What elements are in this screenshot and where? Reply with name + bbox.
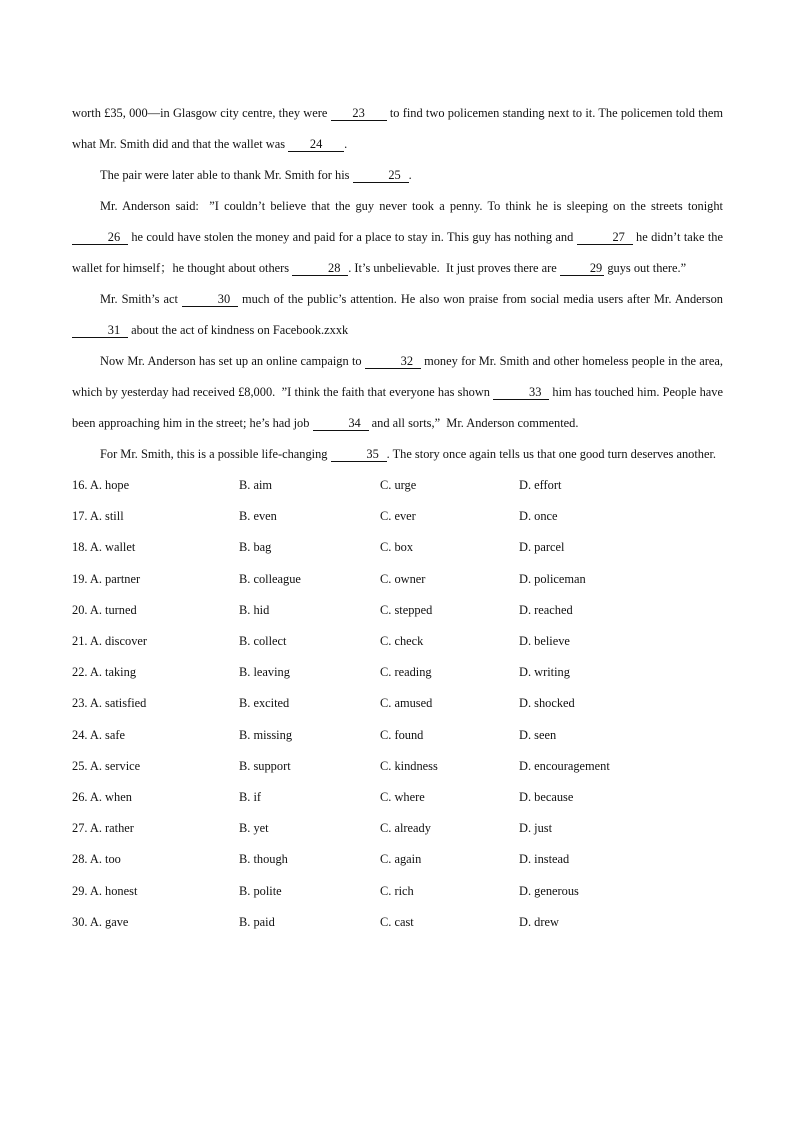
- option-row-20: [72, 595, 723, 626]
- blank-30: 30: [182, 292, 238, 307]
- passage-paragraph-2: [72, 160, 723, 191]
- blank-32: 32: [365, 354, 421, 369]
- blank-31: 31: [72, 323, 128, 338]
- option-c: C. where: [380, 789, 425, 804]
- option-b: B. if: [239, 789, 262, 804]
- option-d: D. instead: [519, 852, 570, 867]
- option-d: D. because: [519, 789, 574, 804]
- passage-paragraph-4: [72, 284, 723, 346]
- option-d: D. effort: [519, 478, 562, 493]
- passage-text: guys out there.”: [604, 261, 687, 275]
- passage-text: to find two policemen standing next to it. The policemen told them what Mr. Smith did and that the wallet was: [72, 106, 723, 151]
- option-b: B. missing: [239, 727, 293, 742]
- option-c: C. reading: [380, 665, 432, 680]
- option-c: C. already: [380, 821, 431, 836]
- option-row-23: [72, 688, 723, 719]
- exam-page: [72, 98, 723, 938]
- option-a: 24. A. safe: [72, 727, 125, 742]
- option-c: C. kindness: [380, 758, 438, 773]
- option-row-24: [72, 720, 723, 751]
- option-d: D. seen: [519, 727, 557, 742]
- passage-text: he could have stolen the money and paid for a place to stay in. This guy has nothing and: [128, 230, 577, 244]
- option-b: B. excited: [239, 696, 290, 711]
- option-b: B. bag: [239, 540, 272, 555]
- blank-24: 24: [288, 137, 344, 152]
- option-a: 17. A. still: [72, 509, 124, 524]
- passage-text: Mr. Anderson said: ”I couldn’t believe that the guy never took a penny. To think he is sleeping on the streets tonight: [100, 199, 723, 213]
- option-row-17: [72, 501, 723, 532]
- option-row-19: [72, 564, 723, 595]
- option-c: C. found: [380, 727, 424, 742]
- passage-paragraph-1: [72, 98, 723, 160]
- option-d: D. once: [519, 509, 558, 524]
- passage-text: . It’s unbelievable. It just proves there are: [348, 261, 560, 275]
- option-a: 25. A. service: [72, 758, 141, 773]
- option-a: 19. A. partner: [72, 571, 141, 586]
- option-row-25: [72, 751, 723, 782]
- option-d: D. generous: [519, 883, 579, 898]
- passage-text: For Mr. Smith, this is a possible life-changing: [100, 447, 331, 461]
- passage-text: .: [408, 168, 412, 182]
- option-b: B. yet: [239, 821, 269, 836]
- passage-text: Mr. Smith’s act: [100, 292, 182, 306]
- option-c: C. ever: [380, 509, 416, 524]
- option-row-27: [72, 813, 723, 844]
- option-d: D. writing: [519, 665, 570, 680]
- option-c: C. check: [380, 634, 424, 649]
- option-a: 29. A. honest: [72, 883, 138, 898]
- option-row-18: [72, 532, 723, 563]
- blank-25: 25: [353, 168, 409, 183]
- option-a: 26. A. when: [72, 789, 132, 804]
- option-row-26: [72, 782, 723, 813]
- option-b: B. collect: [239, 634, 287, 649]
- passage-text: The pair were later able to thank Mr. Smith for his: [100, 168, 353, 182]
- option-d: D. drew: [519, 914, 559, 929]
- option-b: B. leaving: [239, 665, 290, 680]
- passage-text: money for Mr. Smith and other homeless people in the area, which by yesterday had received £8,000. ”I think the faith that everyone has shown: [72, 354, 723, 399]
- answer-options: [72, 470, 723, 938]
- option-b: B. support: [239, 758, 291, 773]
- passage-text: . The story once again tells us that one good turn deserves another.: [386, 447, 717, 461]
- option-c: C. amused: [380, 696, 433, 711]
- option-a: 22. A. taking: [72, 665, 137, 680]
- passage-text: worth £35, 000—in Glasgow city centre, they were: [72, 106, 331, 120]
- passage-text: he didn’t take the wallet for himself；he thought about others: [72, 230, 723, 275]
- option-row-29: [72, 875, 723, 906]
- option-a: 30. A. gave: [72, 914, 129, 929]
- option-a: 16. A. hope: [72, 478, 130, 493]
- option-b: B. aim: [239, 478, 273, 493]
- option-row-16: [72, 470, 723, 501]
- option-b: B. hid: [239, 602, 270, 617]
- option-d: D. believe: [519, 634, 570, 649]
- option-a: 27. A. rather: [72, 821, 134, 836]
- passage-paragraph-5: [72, 346, 723, 439]
- option-a: 18. A. wallet: [72, 540, 136, 555]
- blank-33: 33: [493, 385, 549, 400]
- option-d: D. just: [519, 821, 553, 836]
- option-c: C. urge: [380, 478, 417, 493]
- blank-34: 34: [313, 416, 369, 431]
- option-row-28: [72, 844, 723, 875]
- passage-text: about the act of kindness on Facebook.zxxk: [128, 323, 349, 337]
- option-b: B. even: [239, 509, 277, 524]
- passage-text: and all sorts,” Mr. Anderson commented.: [368, 416, 579, 430]
- option-c: C. stepped: [380, 602, 433, 617]
- option-b: B. though: [239, 852, 288, 867]
- option-d: D. shocked: [519, 696, 575, 711]
- option-a: 20. A. turned: [72, 602, 137, 617]
- option-c: C. owner: [380, 571, 426, 586]
- option-row-21: [72, 626, 723, 657]
- option-d: D. encouragement: [519, 758, 610, 773]
- passage-paragraph-6: [72, 439, 723, 470]
- option-c: C. box: [380, 540, 414, 555]
- option-a: 23. A. satisfied: [72, 696, 147, 711]
- option-a: 21. A. discover: [72, 634, 148, 649]
- blank-29: 29: [560, 261, 604, 276]
- option-row-22: [72, 657, 723, 688]
- option-b: B. paid: [239, 914, 275, 929]
- passage-text: .: [344, 137, 348, 151]
- passage-text: him has touched him. People have been approaching him in the street; he’s had job: [72, 385, 723, 430]
- option-row-30: [72, 907, 723, 938]
- option-c: C. rich: [380, 883, 414, 898]
- blank-35: 35: [331, 447, 387, 462]
- option-b: B. polite: [239, 883, 282, 898]
- option-a: 28. A. too: [72, 852, 121, 867]
- option-b: B. colleague: [239, 571, 301, 586]
- option-d: D. policeman: [519, 571, 586, 586]
- passage-text: Now Mr. Anderson has set up an online campaign to: [100, 354, 365, 368]
- blank-26: 26: [72, 230, 128, 245]
- blank-27: 27: [577, 230, 633, 245]
- option-c: C. again: [380, 852, 422, 867]
- option-c: C. cast: [380, 914, 414, 929]
- passage-paragraph-3: [72, 191, 723, 284]
- option-d: D. reached: [519, 602, 573, 617]
- passage-text: much of the public’s attention. He also won praise from social media users after Mr. Anderson: [237, 292, 723, 306]
- blank-28: 28: [292, 261, 348, 276]
- option-d: D. parcel: [519, 540, 565, 555]
- blank-23: 23: [331, 106, 387, 121]
